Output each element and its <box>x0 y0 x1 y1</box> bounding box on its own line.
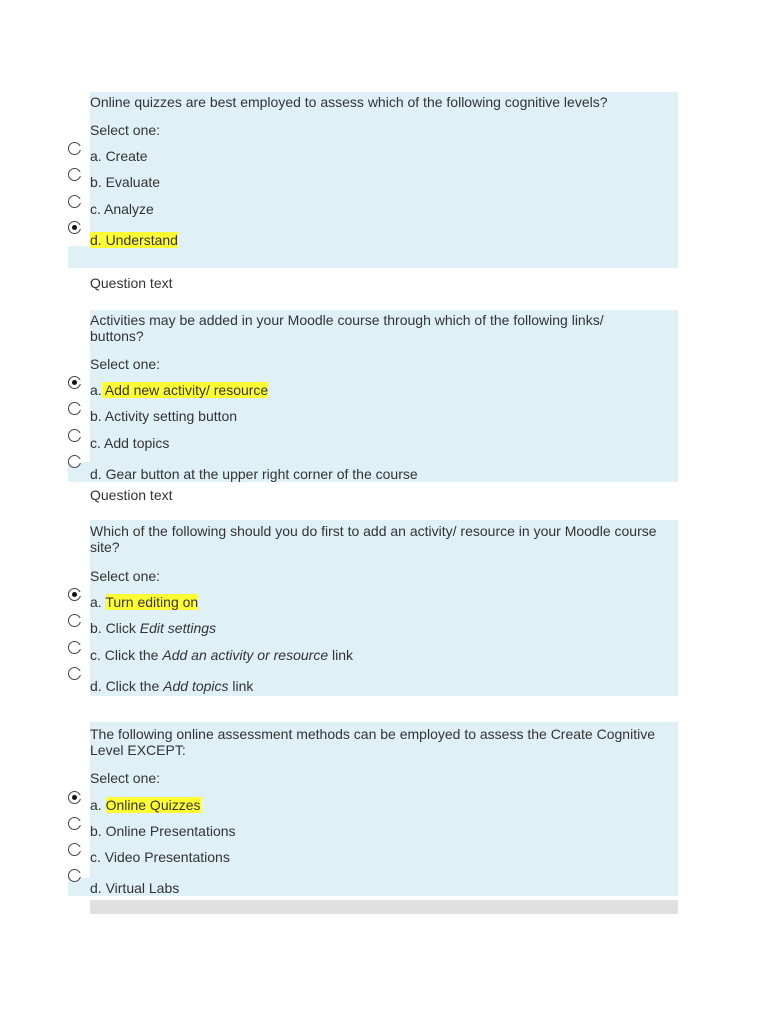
radio-q4-d[interactable] <box>68 869 81 882</box>
option-q3-b-italic: Edit settings <box>139 620 217 636</box>
radio-q1-a[interactable] <box>68 142 81 155</box>
question-2-prompt: Activities may be added in your Moodle course through which of the following links/ buttons? <box>90 312 604 344</box>
question-2-label: Question text <box>90 275 173 291</box>
question-panel-1-footer <box>68 246 90 268</box>
question-4-select-label: Select one: <box>90 770 161 786</box>
radio-q1-c[interactable] <box>68 195 81 208</box>
option-q3-c-prefix: c. Click the <box>90 647 163 663</box>
option-q3-d-suffix: link <box>228 678 254 694</box>
option-q2-d[interactable]: d. Gear button at the upper right corner of the course <box>90 466 418 482</box>
option-q2-c[interactable]: c. Add topics <box>90 435 170 451</box>
radio-q3-c[interactable] <box>68 641 81 654</box>
option-q4-b[interactable]: b. Online Presentations <box>90 823 236 839</box>
option-q4-a-text: Online Quizzes <box>105 797 201 813</box>
option-q3-b-prefix: b. Click <box>90 620 140 636</box>
radio-q2-a[interactable] <box>68 376 81 389</box>
option-q4-a-prefix: a. <box>90 797 106 813</box>
option-q1-a[interactable]: a. Create <box>90 148 148 164</box>
radio-q1-b[interactable] <box>68 168 81 181</box>
option-q3-c-suffix: link <box>328 647 354 663</box>
radio-q4-c[interactable] <box>68 843 81 856</box>
question-1-select-label: Select one: <box>90 122 161 138</box>
option-q1-b[interactable]: b. Evaluate <box>90 174 161 190</box>
radio-q3-d[interactable] <box>68 667 81 680</box>
option-q3-c[interactable] <box>90 647 353 663</box>
question-1-prompt: Online quizzes are best employed to assess which of the following cognitive levels? <box>90 94 608 110</box>
radio-q3-a[interactable] <box>68 588 81 601</box>
radio-q3-b[interactable] <box>68 614 81 627</box>
option-q2-a[interactable] <box>90 382 268 398</box>
option-q3-d[interactable] <box>90 678 253 694</box>
option-q2-a-prefix: a. <box>90 382 102 398</box>
option-q3-a-prefix: a. <box>90 594 106 610</box>
question-2-select-label: Select one: <box>90 356 161 372</box>
option-q3-a[interactable] <box>90 594 198 610</box>
option-q3-a-text: Turn editing on <box>105 594 199 610</box>
option-q2-a-text: Add new activity/ resource <box>101 382 269 398</box>
bottom-divider <box>90 900 678 914</box>
option-q2-b[interactable]: b. Activity setting button <box>90 408 238 424</box>
radio-q2-b[interactable] <box>68 402 81 415</box>
option-q4-a[interactable] <box>90 797 201 813</box>
option-q3-d-prefix: d. Click the <box>90 678 164 694</box>
radio-q2-c[interactable] <box>68 429 81 442</box>
option-q3-d-italic: Add topics <box>163 678 229 694</box>
question-panel-1 <box>90 92 678 268</box>
radio-q4-b[interactable] <box>68 817 81 830</box>
question-3-label: Question text <box>90 487 173 503</box>
option-q4-d[interactable]: d. Virtual Labs <box>90 880 180 896</box>
radio-q4-a[interactable] <box>68 791 81 804</box>
option-q4-c[interactable]: c. Video Presentations <box>90 849 230 865</box>
radio-q1-d[interactable] <box>68 221 81 234</box>
question-4-prompt: The following online assessment methods can be employed to assess the Create Cognitive Level EXCEPT: <box>90 726 655 758</box>
option-q3-b[interactable] <box>90 620 216 636</box>
option-q1-d[interactable]: d. Understand <box>90 232 178 248</box>
question-3-select-label: Select one: <box>90 568 161 584</box>
option-q1-c[interactable]: c. Analyze <box>90 201 154 217</box>
option-q3-c-italic: Add an activity or resource <box>162 647 329 663</box>
question-3-prompt: Which of the following should you do first to add an activity/ resource in your Moodle course site? <box>90 523 657 555</box>
radio-q2-d[interactable] <box>68 455 81 468</box>
